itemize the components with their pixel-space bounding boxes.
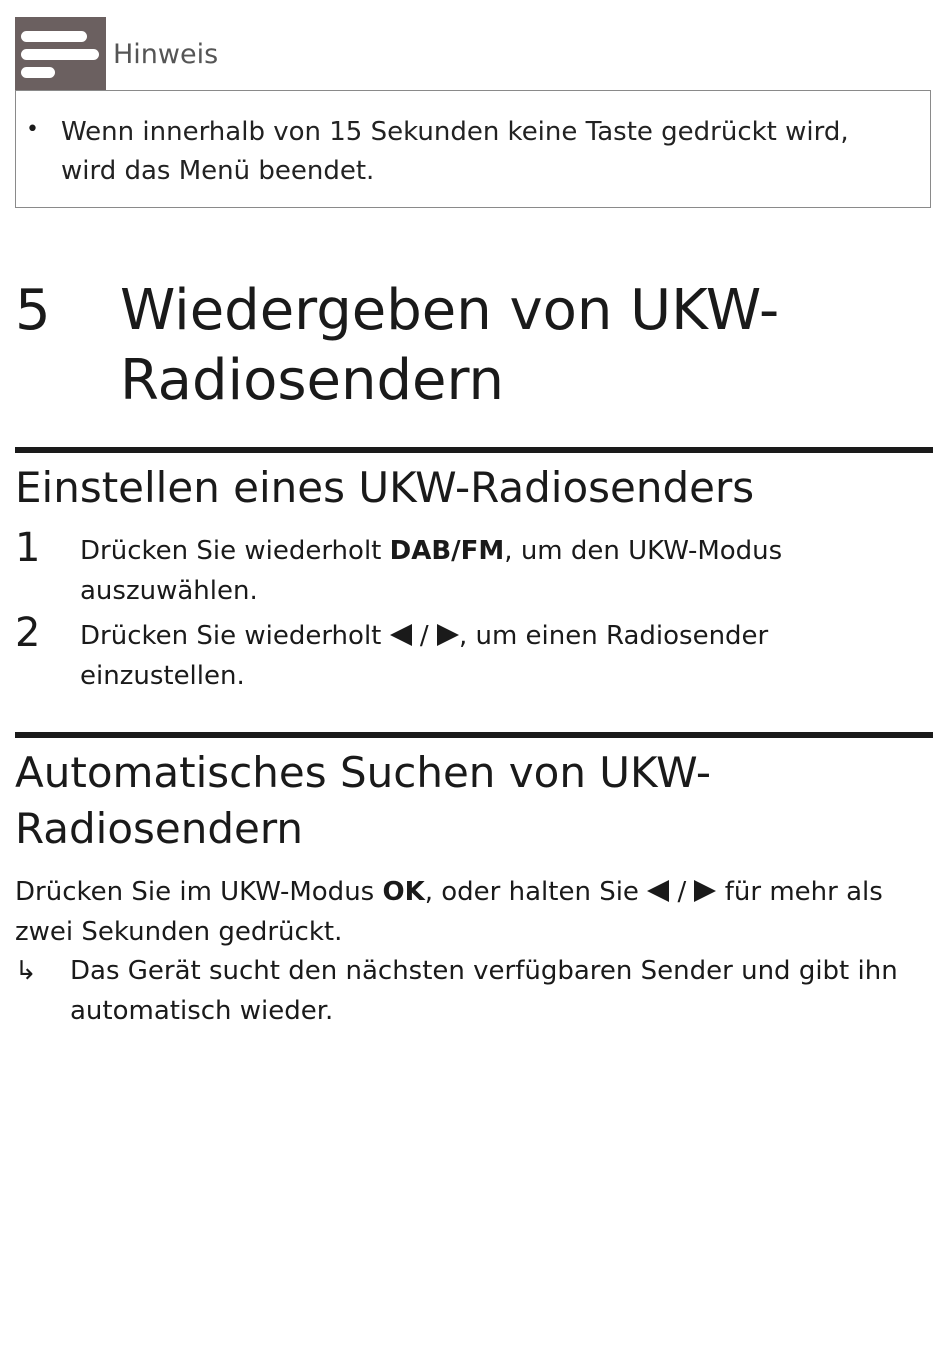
chapter-number: 5: [15, 278, 51, 343]
left-arrow-icon: [390, 624, 412, 646]
right-arrow-icon: [437, 624, 459, 646]
result-text: Das Gerät sucht den nächsten verfügbaren Sender und gibt ihn automatisch wieder.: [70, 956, 898, 1026]
step-text: Drücken Sie wiederholt / , um einen Radiosender einzustellen.: [80, 621, 769, 691]
step-text: Drücken Sie wiederholt DAB/FM, um den UKW-Modus auszuwählen.: [80, 536, 783, 606]
note-box: [15, 90, 931, 208]
key-label-ok: OK: [382, 877, 425, 907]
step-number: 2: [15, 610, 41, 656]
note-icon: [15, 17, 106, 91]
section-heading-autoscan: Automatisches Suchen von UKW- Radiosendern: [15, 748, 712, 853]
right-arrow-icon: [694, 880, 716, 902]
result-arrow-icon: ↳: [15, 956, 37, 986]
step-number: 1: [15, 525, 41, 571]
section-rule: [15, 447, 933, 453]
note-title: Hinweis: [113, 39, 219, 70]
key-label-dab-fm: DAB/FM: [389, 536, 505, 566]
chapter-title: Wiedergeben von UKW-Radiosendern: [120, 278, 780, 413]
left-arrow-icon: [647, 880, 669, 902]
section-rule: [15, 732, 933, 738]
note-bullet: •: [26, 117, 39, 142]
autoscan-paragraph: Drücken Sie im UKW-Modus OK, oder halten Sie / für mehr als zwei Sekunden gedrückt.: [15, 877, 883, 947]
note-header: [15, 17, 933, 91]
section-heading-tune: Einstellen eines UKW-Radiosenders: [15, 463, 755, 512]
note-text: Wenn innerhalb von 15 Sekunden keine Taste gedrückt wird, wird das Menü beendet.: [61, 117, 849, 186]
